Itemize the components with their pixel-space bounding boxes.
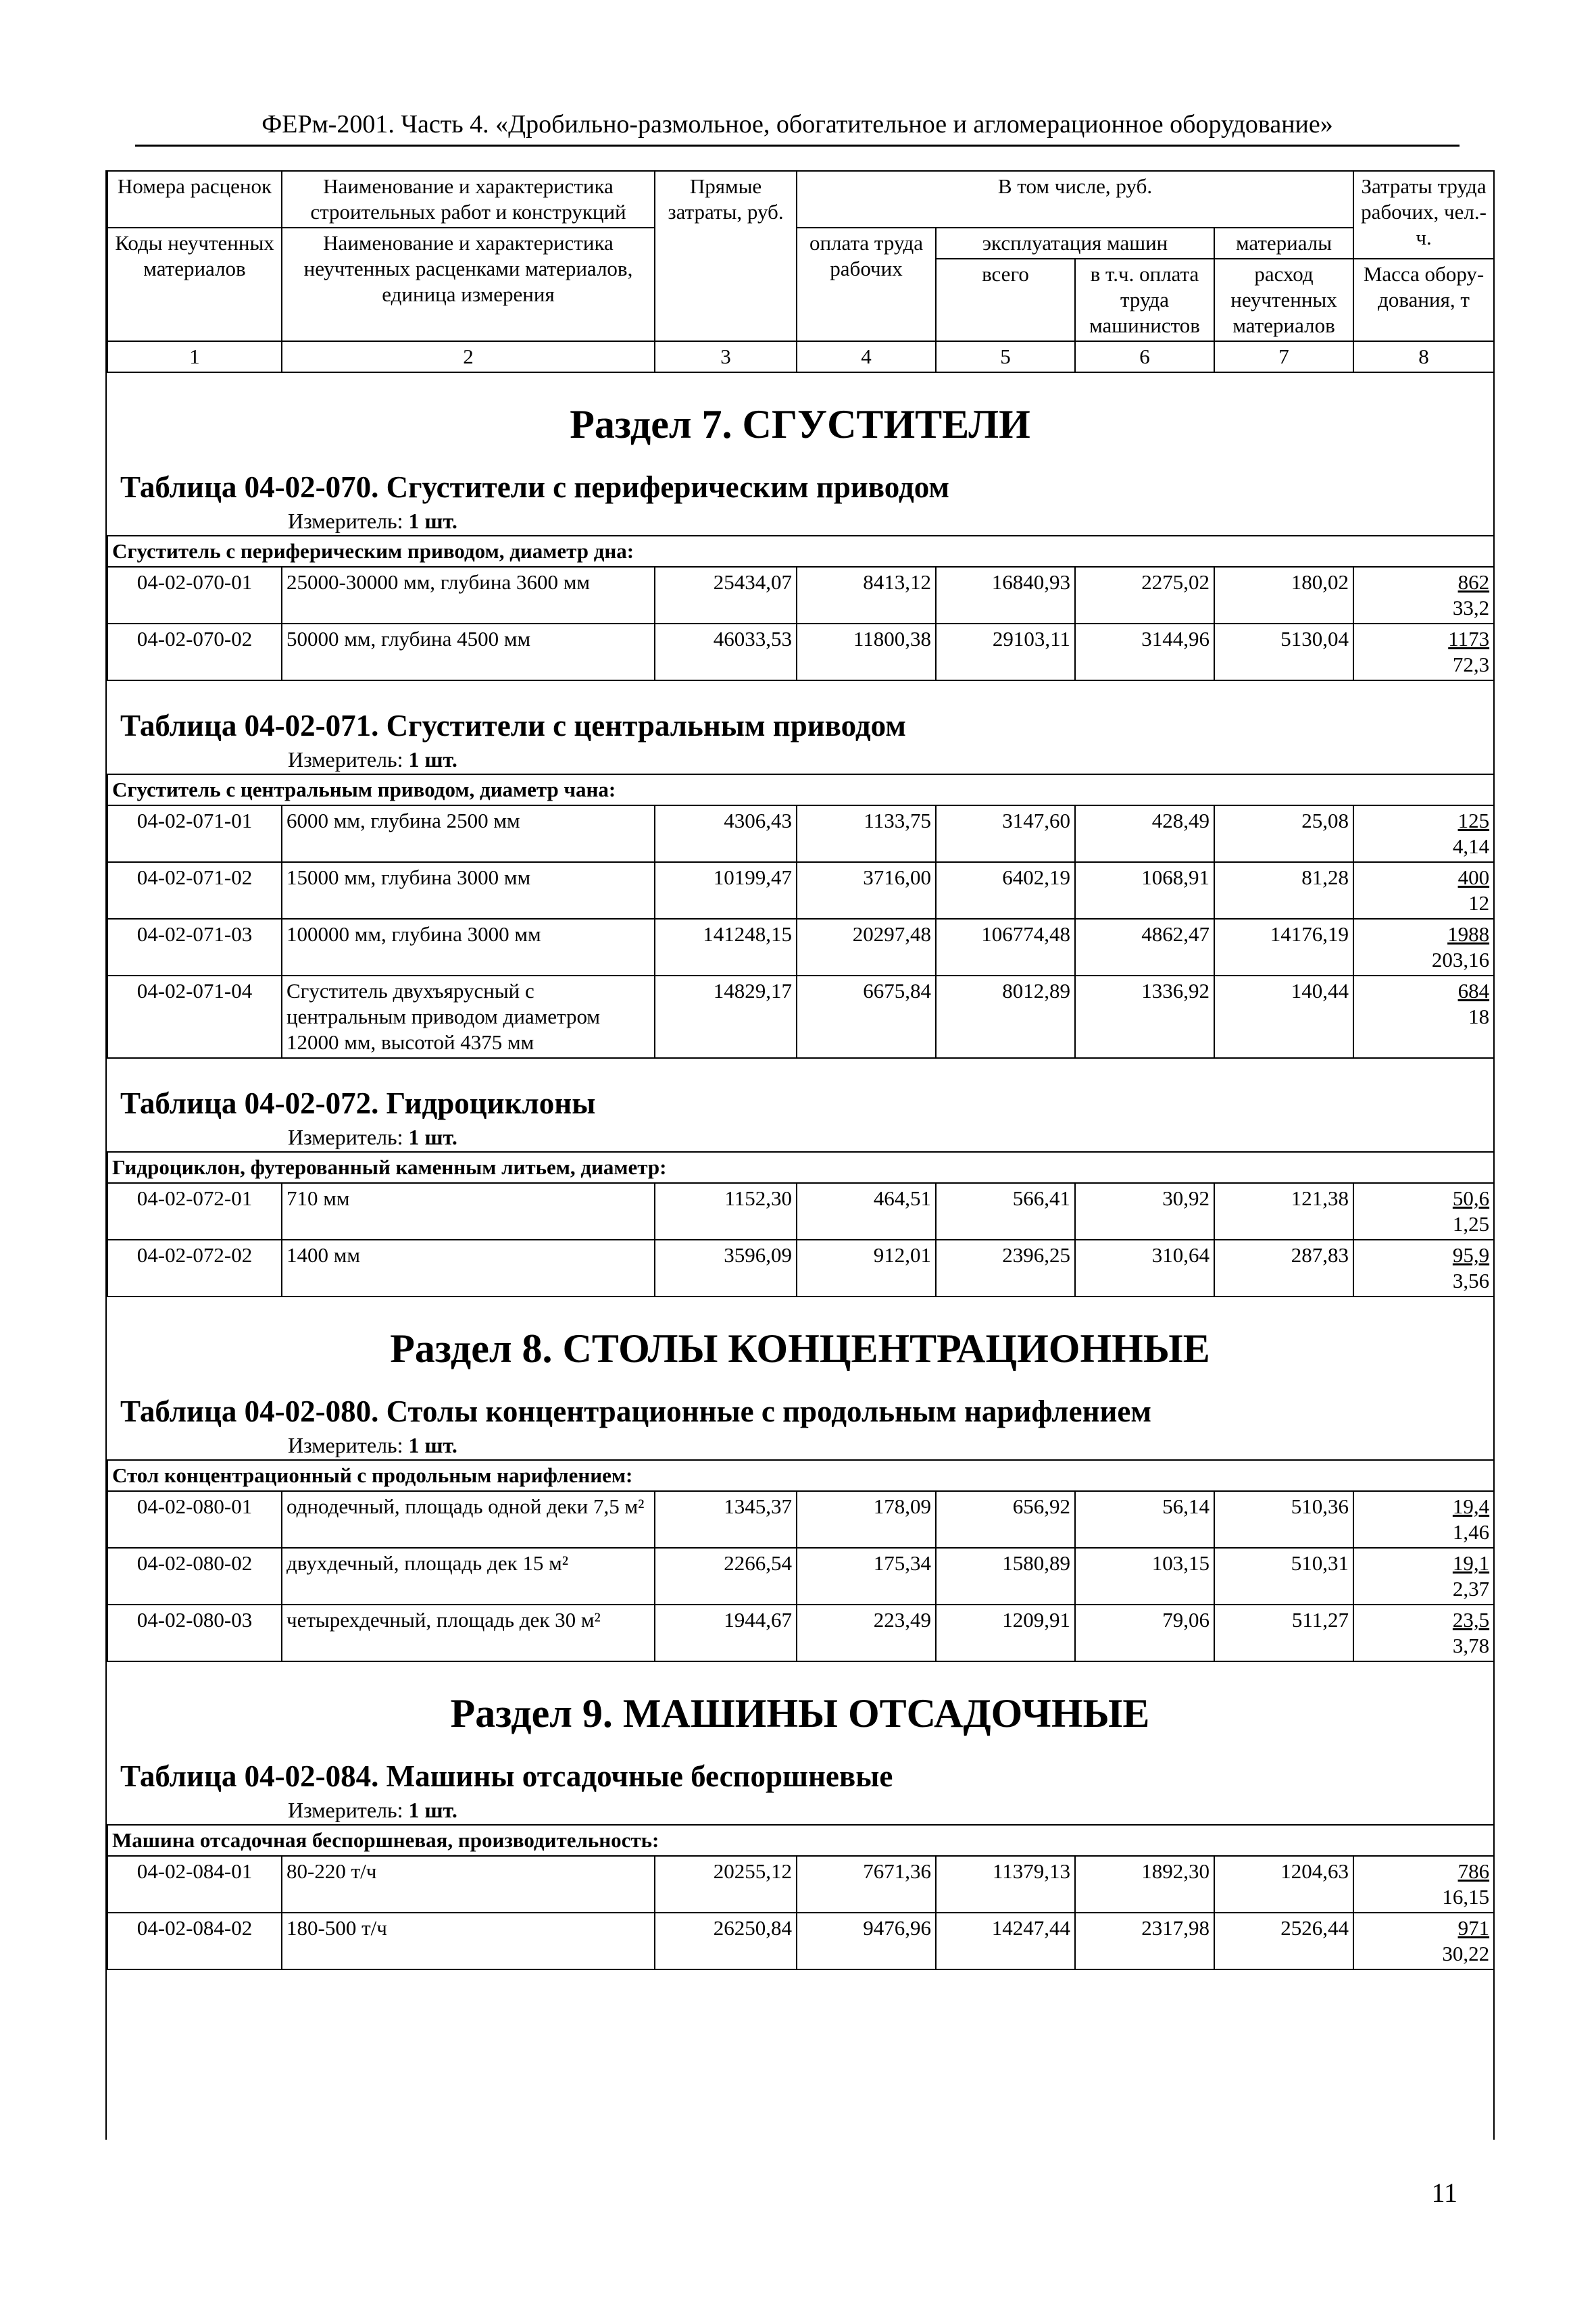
equipment-mass: 18	[1468, 1005, 1490, 1028]
meter-line	[107, 747, 1493, 772]
labor-hours: 684	[1457, 979, 1490, 1003]
rate-code: 04-02-070-02	[107, 624, 282, 680]
operator-pay: 1068,91	[1075, 862, 1214, 919]
direct-cost: 4306,43	[655, 805, 797, 862]
equipment-mass: 2,37	[1452, 1577, 1490, 1601]
equipment-mass: 3,78	[1452, 1634, 1490, 1657]
labor-mass-cell	[1353, 567, 1494, 624]
operator-pay: 1892,30	[1075, 1856, 1214, 1913]
table-row	[107, 1548, 1494, 1605]
meter-line	[107, 509, 1493, 534]
section-title: Раздел 8. СТОЛЫ КОНЦЕНТРАЦИОННЫЕ	[390, 1326, 1210, 1371]
col-number: 2	[282, 341, 655, 372]
equipment-mass: 30,22	[1442, 1942, 1490, 1965]
work-name: 15000 мм, глубина 3000 мм	[282, 862, 655, 919]
meter-value: 1 шт.	[408, 747, 457, 772]
col-labor-hours-header: Затраты труда рабочих, чел.-ч.	[1353, 171, 1494, 259]
col-number: 6	[1075, 341, 1214, 372]
worker-pay: 175,34	[797, 1548, 936, 1605]
labor-mass-cell	[1353, 862, 1494, 919]
operator-pay: 2317,98	[1075, 1913, 1214, 1969]
table-row	[107, 624, 1494, 680]
meter-value: 1 шт.	[408, 1125, 457, 1149]
machines-total: 1580,89	[936, 1548, 1075, 1605]
meter-value: 1 шт.	[408, 1798, 457, 1822]
rates-table	[107, 774, 1495, 1059]
meter-label: Измеритель:	[288, 1125, 403, 1149]
table-row	[107, 1913, 1494, 1969]
operator-pay: 30,92	[1075, 1183, 1214, 1240]
materials-cost: 1204,63	[1214, 1856, 1353, 1913]
rates-table	[107, 1151, 1495, 1297]
machines-total: 656,92	[936, 1491, 1075, 1548]
labor-hours: 19,4	[1452, 1494, 1490, 1518]
labor-mass-cell	[1353, 1605, 1494, 1661]
equipment-mass: 16,15	[1442, 1885, 1490, 1909]
labor-mass-cell	[1353, 1548, 1494, 1605]
work-name: 180-500 т/ч	[282, 1913, 655, 1969]
operator-pay: 2275,02	[1075, 567, 1214, 624]
operator-pay: 103,15	[1075, 1548, 1214, 1605]
table-title: Таблица 04-02-071. Сгустители с центральным приводом	[120, 709, 906, 743]
col-rate-number-header: Номера расценок	[107, 171, 282, 228]
labor-hours: 1988	[1447, 922, 1490, 946]
col-in-total-header: В том числе, руб.	[797, 171, 1353, 228]
labor-hours: 862	[1457, 570, 1490, 594]
machines-total: 106774,48	[936, 919, 1075, 976]
operator-pay: 4862,47	[1075, 919, 1214, 976]
labor-mass-cell	[1353, 1856, 1494, 1913]
worker-pay: 912,01	[797, 1240, 936, 1297]
rate-code: 04-02-071-02	[107, 862, 282, 919]
machines-total: 8012,89	[936, 976, 1075, 1058]
section-title: Раздел 9. МАШИНЫ ОТСАДОЧНЫЕ	[450, 1691, 1150, 1736]
table-row	[107, 1491, 1494, 1548]
operator-pay: 428,49	[1075, 805, 1214, 862]
rate-code: 04-02-072-01	[107, 1183, 282, 1240]
table-row	[107, 567, 1494, 624]
machines-total: 29103,11	[936, 624, 1075, 680]
materials-cost: 2526,44	[1214, 1913, 1353, 1969]
operator-pay: 310,64	[1075, 1240, 1214, 1297]
labor-mass-cell	[1353, 1913, 1494, 1969]
worker-pay: 9476,96	[797, 1913, 936, 1969]
col-machines-total-header: всего	[936, 259, 1075, 341]
equipment-mass: 4,14	[1452, 834, 1490, 858]
equipment-mass: 1,25	[1452, 1212, 1490, 1236]
equipment-mass: 3,56	[1452, 1269, 1490, 1292]
col-number: 1	[107, 341, 282, 372]
equipment-mass: 12	[1468, 891, 1490, 915]
group-heading: Сгуститель с периферическим приводом, диаметр дна:	[107, 536, 1494, 567]
labor-mass-cell	[1353, 1491, 1494, 1548]
col-material-code-header: Коды неучтенных материалов	[107, 228, 282, 341]
meter-label: Измеритель:	[288, 747, 403, 772]
labor-hours: 50,6	[1452, 1186, 1490, 1210]
equipment-mass: 33,2	[1452, 596, 1490, 620]
page-header: ФЕРм-2001. Часть 4. «Дробильно-размольное, обогатительное и агломерационное оборудование»	[135, 109, 1460, 147]
rate-code: 04-02-070-01	[107, 567, 282, 624]
meter-line	[107, 1433, 1493, 1458]
table-row	[107, 805, 1494, 862]
materials-cost: 81,28	[1214, 862, 1353, 919]
worker-pay: 6675,84	[797, 976, 936, 1058]
worker-pay: 178,09	[797, 1491, 936, 1548]
work-name: однодечный, площадь одной деки 7,5 м²	[282, 1491, 655, 1548]
direct-cost: 14829,17	[655, 976, 797, 1058]
operator-pay: 3144,96	[1075, 624, 1214, 680]
worker-pay: 1133,75	[797, 805, 936, 862]
rate-code: 04-02-071-01	[107, 805, 282, 862]
col-material-name-header: Наименование и характеристика неучтенных расценками материалов, единица измерения	[282, 228, 655, 341]
worker-pay: 464,51	[797, 1183, 936, 1240]
direct-cost: 1345,37	[655, 1491, 797, 1548]
labor-mass-cell	[1353, 976, 1494, 1058]
rate-code: 04-02-071-04	[107, 976, 282, 1058]
col-equipment-mass-header: Масса обору-дования, т	[1353, 259, 1494, 341]
work-name: 80-220 т/ч	[282, 1856, 655, 1913]
table-row	[107, 976, 1494, 1058]
direct-cost: 20255,12	[655, 1856, 797, 1913]
direct-cost: 26250,84	[655, 1913, 797, 1969]
col-number: 7	[1214, 341, 1353, 372]
direct-cost: 10199,47	[655, 862, 797, 919]
operator-pay: 56,14	[1075, 1491, 1214, 1548]
table-row	[107, 919, 1494, 976]
machines-total: 566,41	[936, 1183, 1075, 1240]
equipment-mass: 203,16	[1431, 948, 1490, 972]
direct-cost: 2266,54	[655, 1548, 797, 1605]
work-name: 6000 мм, глубина 2500 мм	[282, 805, 655, 862]
meter-value: 1 шт.	[408, 509, 457, 533]
direct-cost: 1944,67	[655, 1605, 797, 1661]
col-materials-header: материалы	[1214, 228, 1353, 259]
materials-cost: 140,44	[1214, 976, 1353, 1058]
group-heading: Гидроциклон, футерованный каменным литьем, диаметр:	[107, 1152, 1494, 1183]
machines-total: 1209,91	[936, 1605, 1075, 1661]
work-name: двухдечный, площадь дек 15 м²	[282, 1548, 655, 1605]
rate-code: 04-02-080-01	[107, 1491, 282, 1548]
table-row	[107, 1856, 1494, 1913]
rate-code: 04-02-080-03	[107, 1605, 282, 1661]
machines-total: 14247,44	[936, 1913, 1075, 1969]
col-direct-cost-header: Прямые затраты, руб.	[655, 171, 797, 341]
rate-code: 04-02-071-03	[107, 919, 282, 976]
group-heading: Стол концентрационный с продольным нарифлением:	[107, 1460, 1494, 1491]
meter-label: Измеритель:	[288, 1433, 403, 1457]
col-operator-pay-header: в т.ч. оплата труда машинистов	[1075, 259, 1214, 341]
equipment-mass: 72,3	[1452, 653, 1490, 676]
rate-code: 04-02-080-02	[107, 1548, 282, 1605]
labor-hours: 1173	[1448, 627, 1490, 651]
work-name: 25000-30000 мм, глубина 3600 мм	[282, 567, 655, 624]
machines-total: 11379,13	[936, 1856, 1075, 1913]
direct-cost: 1152,30	[655, 1183, 797, 1240]
column-header-table	[107, 170, 1495, 373]
page-number: 11	[1431, 2178, 1457, 2208]
machines-total: 6402,19	[936, 862, 1075, 919]
col-number: 5	[936, 341, 1075, 372]
col-number: 8	[1353, 341, 1494, 372]
machines-total: 16840,93	[936, 567, 1075, 624]
group-heading: Машина отсадочная беспоршневая, производительность:	[107, 1825, 1494, 1856]
work-name: 100000 мм, глубина 3000 мм	[282, 919, 655, 976]
direct-cost: 3596,09	[655, 1240, 797, 1297]
table-title: Таблица 04-02-072. Гидроциклоны	[120, 1086, 596, 1120]
col-worker-pay-header: оплата труда рабочих	[797, 228, 936, 341]
labor-hours: 95,9	[1452, 1243, 1490, 1267]
table-title: Таблица 04-02-070. Сгустители с периферическим приводом	[120, 470, 950, 504]
work-name: 710 мм	[282, 1183, 655, 1240]
meter-label: Измеритель:	[288, 509, 403, 533]
document-frame	[105, 170, 1495, 2140]
rate-code: 04-02-084-02	[107, 1913, 282, 1969]
worker-pay: 3716,00	[797, 862, 936, 919]
materials-cost: 511,27	[1214, 1605, 1353, 1661]
col-work-name-header: Наименование и характеристика строительных работ и конструкций	[282, 171, 655, 228]
rate-code: 04-02-084-01	[107, 1856, 282, 1913]
work-name: 50000 мм, глубина 4500 мм	[282, 624, 655, 680]
operator-pay: 1336,92	[1075, 976, 1214, 1058]
worker-pay: 7671,36	[797, 1856, 936, 1913]
direct-cost: 46033,53	[655, 624, 797, 680]
table-title: Таблица 04-02-084. Машины отсадочные беспоршневые	[120, 1759, 893, 1793]
labor-mass-cell	[1353, 624, 1494, 680]
col-number: 3	[655, 341, 797, 372]
labor-hours: 400	[1457, 865, 1490, 889]
equipment-mass: 1,46	[1452, 1520, 1490, 1544]
materials-cost: 5130,04	[1214, 624, 1353, 680]
meter-label: Измеритель:	[288, 1798, 403, 1822]
direct-cost: 25434,07	[655, 567, 797, 624]
rates-table	[107, 1459, 1495, 1662]
worker-pay: 11800,38	[797, 624, 936, 680]
work-name: Сгуститель двухъярусный с центральным приводом диаметром 12000 мм, высотой 4375 мм	[282, 976, 655, 1058]
labor-mass-cell	[1353, 919, 1494, 976]
machines-total: 3147,60	[936, 805, 1075, 862]
col-number: 4	[797, 341, 936, 372]
rates-table	[107, 1824, 1495, 1970]
materials-cost: 14176,19	[1214, 919, 1353, 976]
labor-hours: 19,1	[1452, 1551, 1490, 1575]
labor-hours: 125	[1457, 809, 1490, 832]
materials-cost: 180,02	[1214, 567, 1353, 624]
table-row	[107, 1240, 1494, 1297]
operator-pay: 79,06	[1075, 1605, 1214, 1661]
meter-value: 1 шт.	[408, 1433, 457, 1457]
table-row	[107, 1605, 1494, 1661]
materials-cost: 510,31	[1214, 1548, 1353, 1605]
meter-line	[107, 1798, 1493, 1823]
section-title: Раздел 7. СГУСТИТЕЛИ	[570, 402, 1030, 447]
work-name: 1400 мм	[282, 1240, 655, 1297]
labor-hours: 786	[1457, 1859, 1490, 1883]
col-material-use-header: расход неучтенных материалов	[1214, 259, 1353, 341]
labor-mass-cell	[1353, 1240, 1494, 1297]
work-name: четырехдечный, площадь дек 30 м²	[282, 1605, 655, 1661]
group-heading: Сгуститель с центральным приводом, диаметр чана:	[107, 774, 1494, 805]
col-machines-header: эксплуатация машин	[936, 228, 1214, 259]
worker-pay: 8413,12	[797, 567, 936, 624]
materials-cost: 25,08	[1214, 805, 1353, 862]
labor-hours: 971	[1457, 1916, 1490, 1940]
labor-mass-cell	[1353, 1183, 1494, 1240]
table-title: Таблица 04-02-080. Столы концентрационные с продольным нарифлением	[120, 1394, 1152, 1428]
machines-total: 2396,25	[936, 1240, 1075, 1297]
labor-mass-cell	[1353, 805, 1494, 862]
materials-cost: 287,83	[1214, 1240, 1353, 1297]
materials-cost: 510,36	[1214, 1491, 1353, 1548]
table-row	[107, 1183, 1494, 1240]
direct-cost: 141248,15	[655, 919, 797, 976]
meter-line	[107, 1125, 1493, 1150]
labor-hours: 23,5	[1452, 1608, 1490, 1632]
worker-pay: 223,49	[797, 1605, 936, 1661]
rates-table	[107, 535, 1495, 681]
table-row	[107, 862, 1494, 919]
worker-pay: 20297,48	[797, 919, 936, 976]
materials-cost: 121,38	[1214, 1183, 1353, 1240]
rate-code: 04-02-072-02	[107, 1240, 282, 1297]
